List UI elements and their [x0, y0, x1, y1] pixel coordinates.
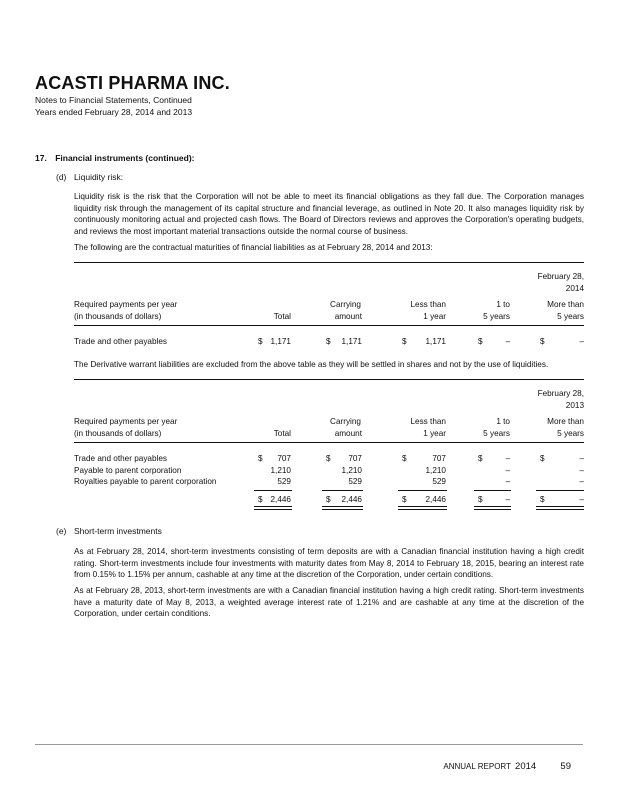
- section-number: 17.: [35, 153, 47, 163]
- row-label: Payable to parent corporation: [74, 465, 182, 475]
- col-header-carrying-2: amount: [334, 428, 362, 438]
- col-header-less-1: Less than: [410, 300, 446, 309]
- col-header-carrying-1: Carrying: [330, 417, 361, 426]
- total-total: 2,446: [270, 494, 291, 504]
- page-footer: [443, 761, 571, 772]
- currency-symbol: $: [540, 494, 545, 504]
- subsection-d-label: (d): [56, 172, 67, 182]
- subtotal-rule: [398, 490, 447, 491]
- row-label: Royalties payable to parent corporation: [74, 477, 217, 486]
- double-rule: [536, 506, 584, 510]
- table-row: [74, 336, 584, 348]
- double-rule: [254, 506, 292, 510]
- liquidity-paragraph-2: The following are the contractual maturities of financial liabilities as at February 28, 2014 and 2013:: [74, 243, 433, 252]
- currency-symbol: $: [402, 454, 407, 463]
- col-header-oneto-2: 5 years: [483, 311, 510, 321]
- row-label: Trade and other payables: [74, 337, 168, 346]
- currency-symbol: $: [258, 337, 263, 346]
- page-number: 59: [560, 761, 571, 772]
- maturities-table-2014: [74, 262, 584, 348]
- currency-symbol: $: [478, 494, 483, 504]
- table-date-line-1: February 28,: [537, 272, 584, 281]
- col-header-label-1: Required payments per year: [74, 300, 178, 309]
- col-header-less-2: 1 year: [423, 311, 446, 321]
- cell-more: –: [579, 337, 584, 346]
- total-oneto: –: [505, 494, 510, 504]
- col-header-more-1: More than: [547, 417, 584, 426]
- header-line-2: Years ended February 28, 2014 and 2013: [35, 107, 193, 117]
- header-rule: [74, 325, 584, 326]
- table-total-row: [74, 494, 584, 506]
- col-header-more-1: More than: [547, 300, 584, 309]
- cell-less: 707: [432, 454, 446, 463]
- currency-symbol: $: [402, 337, 407, 346]
- double-rule: [474, 506, 511, 510]
- cell-more: –: [579, 454, 584, 463]
- col-header-total: Total: [273, 428, 291, 438]
- total-more: –: [579, 494, 584, 504]
- currency-symbol: $: [326, 494, 331, 504]
- col-header-oneto-2: 5 years: [483, 428, 510, 438]
- total-carrying: 2,446: [341, 494, 362, 504]
- subsection-e-title: Short-term investments: [74, 526, 162, 536]
- table-row: [74, 465, 584, 477]
- currency-symbol: $: [326, 337, 331, 346]
- company-name: ACASTI PHARMA INC.: [35, 73, 230, 93]
- double-rule: [322, 506, 363, 510]
- col-header-more-2: 5 years: [557, 428, 584, 438]
- col-header-less-1: Less than: [410, 417, 446, 426]
- cell-total: 707: [277, 454, 291, 463]
- cell-oneto: –: [505, 337, 510, 346]
- table-top-rule: [74, 379, 584, 380]
- col-header-oneto-1: 1 to: [496, 417, 510, 426]
- col-header-carrying-2: amount: [334, 311, 362, 321]
- cell-total: 529: [277, 477, 291, 486]
- footer-rule: [35, 744, 583, 745]
- cell-less: 1,171: [425, 337, 446, 346]
- currency-symbol: $: [258, 494, 263, 504]
- currency-symbol: $: [326, 454, 331, 463]
- subsection-d-title: Liquidity risk:: [74, 172, 124, 182]
- liquidity-note: The Derivative warrant liabilities are excluded from the above table as they will be settled in shares and not by the use of liquidities.: [74, 360, 549, 369]
- cell-carrying: 529: [348, 477, 362, 486]
- maturities-table-2013: [74, 379, 584, 510]
- currency-symbol: $: [540, 337, 545, 346]
- cell-more: –: [579, 465, 584, 475]
- subtotal-rules: [74, 488, 584, 492]
- row-label: Trade and other payables: [74, 454, 168, 463]
- col-header-label-2: (in thousands of dollars): [74, 311, 162, 321]
- footer-year: 2014: [515, 761, 537, 772]
- footer-report-label: ANNUAL REPORT: [443, 762, 511, 771]
- subtotal-rule: [322, 490, 363, 491]
- table-date-line-2: 2014: [565, 283, 584, 293]
- col-header-label-1: Required payments per year: [74, 417, 178, 426]
- cell-oneto: –: [505, 465, 510, 475]
- cell-oneto: –: [505, 454, 510, 463]
- table-row: [74, 476, 584, 488]
- currency-symbol: $: [540, 454, 545, 463]
- double-rule: [398, 506, 447, 510]
- currency-symbol: $: [478, 454, 483, 463]
- col-header-carrying-1: Carrying: [330, 300, 361, 309]
- col-header-total: Total: [273, 311, 291, 321]
- cell-total: 1,171: [270, 337, 291, 346]
- shortterm-paragraph-1: As at February 28, 2014, short-term investments consisting of term deposits are with a Canadian financial institution having a high credit rating. Short-term investments include four investments with maturity dates from May 8, 2014 to February 18, 2015, bearing an interest rate from 0.15% to 1.15% per annum, cashable at any time at the discretion of the Corporation, under certain conditions.: [74, 547, 584, 579]
- currency-symbol: $: [478, 337, 483, 346]
- section-heading: [35, 153, 195, 163]
- subtotal-rule: [254, 490, 292, 491]
- col-header-label-2: (in thousands of dollars): [74, 428, 162, 438]
- subtotal-rule: [474, 490, 511, 491]
- cell-more: –: [579, 477, 584, 486]
- currency-symbol: $: [402, 494, 407, 504]
- cell-carrying: 1,210: [341, 465, 362, 475]
- cell-total: 1,210: [270, 465, 291, 475]
- cell-less: 1,210: [425, 465, 446, 475]
- cell-carrying: 707: [348, 454, 362, 463]
- page-header: [35, 72, 230, 118]
- table-date-line-2: 2013: [565, 400, 584, 410]
- table-date-line-1: February 28,: [537, 389, 584, 398]
- header-line-1: Notes to Financial Statements, Continued: [35, 95, 192, 105]
- header-rule: [74, 442, 584, 443]
- subsection-e-label: (e): [56, 526, 67, 536]
- subtotal-rule: [536, 490, 584, 491]
- cell-less: 529: [432, 477, 446, 486]
- table-row: [74, 453, 584, 465]
- col-header-more-2: 5 years: [557, 311, 584, 321]
- double-rules: [74, 505, 584, 510]
- col-header-oneto-1: 1 to: [496, 300, 510, 309]
- shortterm-paragraph-2: As at February 28, 2013, short-term investments are with a Canadian financial institution having a high credit rating. Short-term investments have a maturity date of May 8, 2013, a weighted average interest rate of 1.21% and are cashable at any time at the discretion of the Corporation, under certain conditions.: [74, 586, 584, 618]
- section-title: Financial instruments (continued):: [55, 153, 195, 163]
- table-top-rule: [74, 262, 584, 263]
- col-header-less-2: 1 year: [423, 428, 446, 438]
- currency-symbol: $: [258, 454, 263, 463]
- liquidity-paragraph-1: Liquidity risk is the risk that the Corporation will not be able to meet its financial obligations as they fall due. The Corporation manages liquidity risk through the management of its capital structure and financial leverage, as outlined in Note 20. It also manages liquidity risk by continuously monitoring actual and projected cash flows. The Board of Directors reviews and approves the Corporation's operating budgets, and reviews the most important material transactions outside the normal course of business.: [74, 192, 584, 236]
- cell-carrying: 1,171: [341, 337, 362, 346]
- total-less: 2,446: [425, 494, 446, 504]
- cell-oneto: –: [505, 477, 510, 486]
